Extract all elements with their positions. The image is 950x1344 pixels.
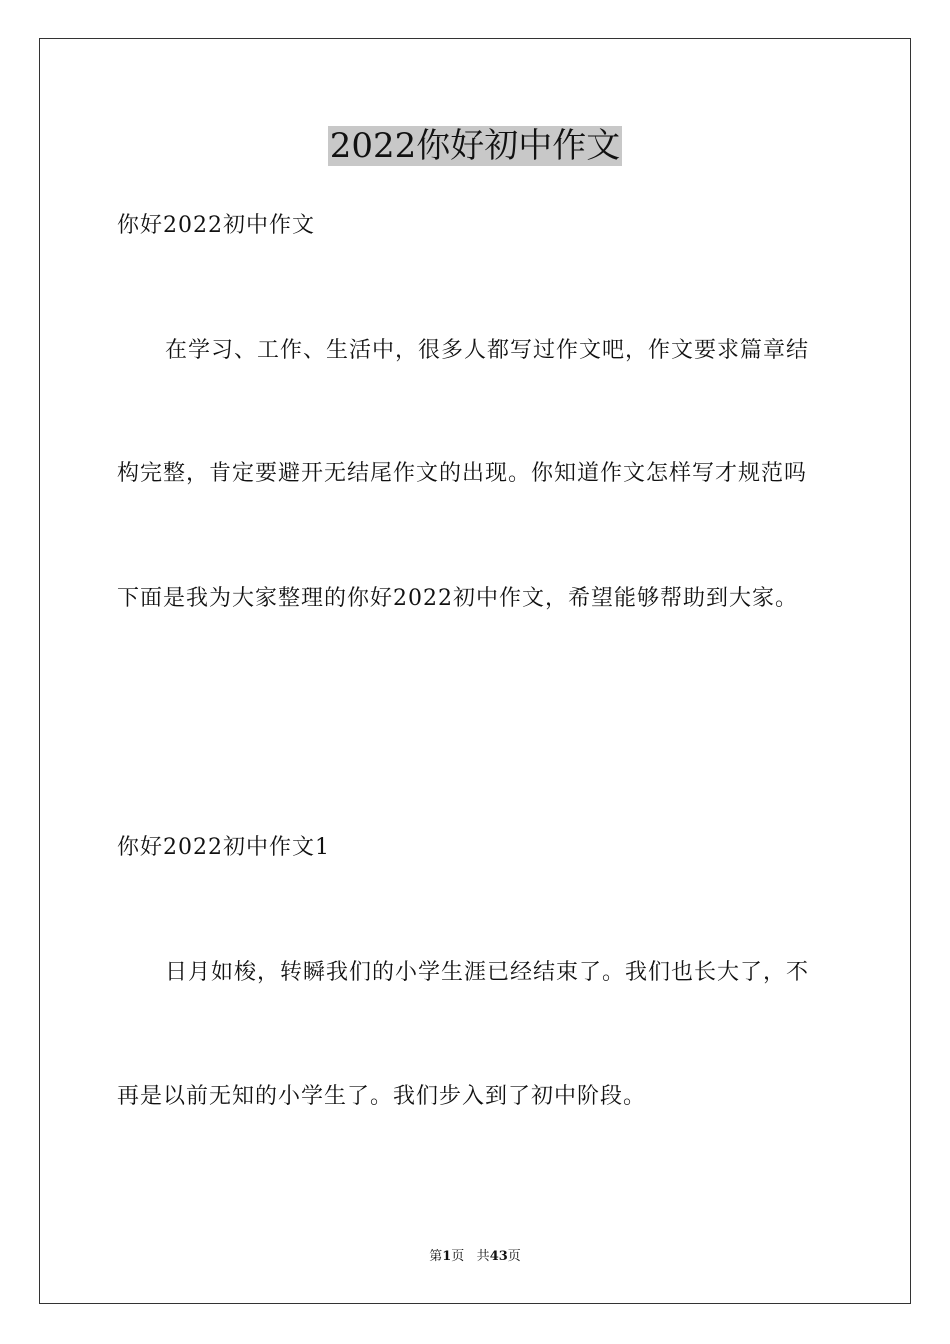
footer-page-number: 1 (442, 1249, 452, 1264)
document-title-text: 2022你好初中作文 (329, 126, 621, 166)
page-footer (0, 1248, 950, 1266)
footer-page-suffix: 页 (451, 1249, 465, 1264)
section-line-2: 再是以前无知的小学生了。我们步入到了初中阶段。 (117, 1084, 647, 1109)
footer-total-prefix: 共 (476, 1249, 490, 1264)
footer-page-prefix: 第 (429, 1249, 443, 1264)
section-line-1: 日月如梭，转瞬我们的小学生涯已经结束了。我们也长大了，不 (165, 960, 810, 985)
intro-line-1: 在学习、工作、生活中，很多人都写过作文吧，作文要求篇章结 (165, 338, 810, 363)
document-subtitle: 你好2022初中作文 (117, 213, 315, 238)
intro-line-3: 下面是我为大家整理的你好2022初中作文，希望能够帮助到大家。 (117, 586, 798, 611)
document-title (0, 124, 950, 168)
footer-total-suffix: 页 (507, 1249, 521, 1264)
section-heading: 你好2022初中作文1 (117, 835, 330, 860)
footer-total-pages: 43 (489, 1249, 508, 1264)
intro-line-2: 构完整，肯定要避开无结尾作文的出现。你知道作文怎样写才规范吗 (117, 461, 808, 486)
